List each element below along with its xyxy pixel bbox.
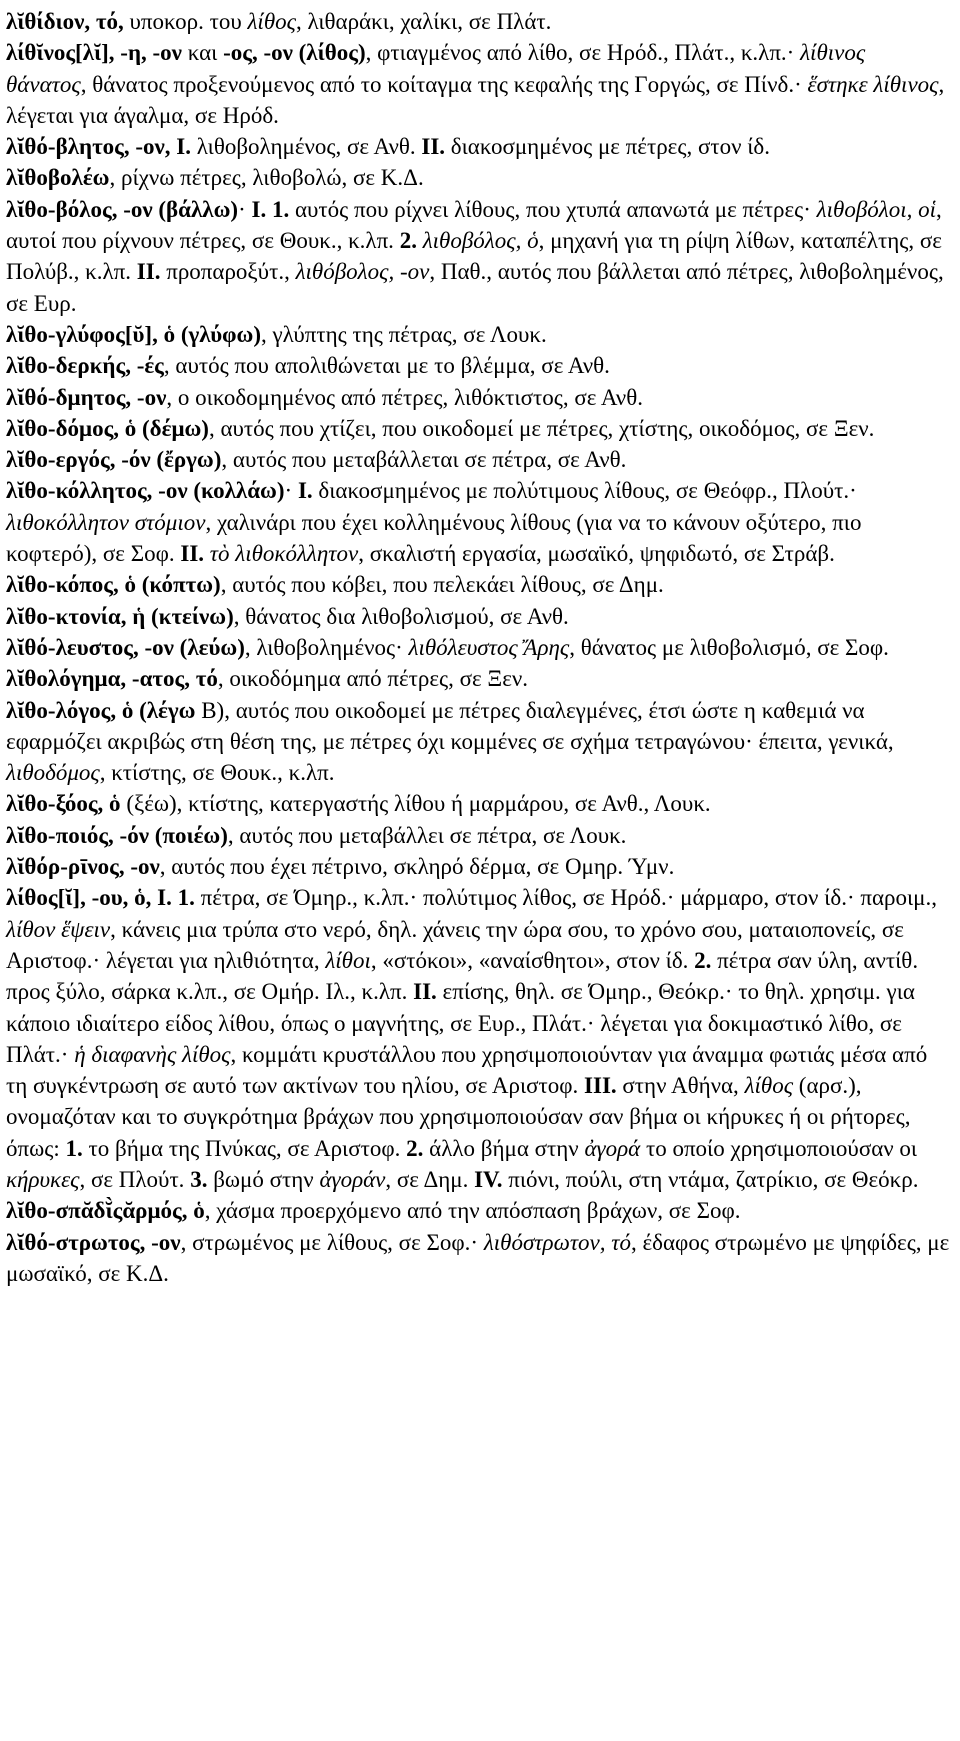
entry-quote: ἕστηκε λίθινος	[807, 71, 939, 97]
entry-text: , μηχανή για τη ρίψη λίθων, καταπέλτης, σε Πολύβ., κ.λπ.	[6, 228, 942, 285]
entry-quote: λίθινος θάνατος	[6, 40, 866, 97]
entry-headword: 2.	[399, 228, 417, 254]
entry-quote: λιθόλευστος Ἄρης	[408, 634, 570, 660]
entry-headword: λῐθοβολέω	[6, 165, 110, 191]
dictionary-entry	[6, 1195, 950, 1226]
entry-text: , θάνατος προξενούμενος από το κοίταγμα της κεφαλής της Γοργώς, σε Πίνδ.·	[80, 71, 808, 97]
dictionary-entry	[6, 37, 950, 131]
entry-text: πέτρα, σε Όμηρ., κ.λπ.· πολύτιμος λίθος, σε Ηρόδ.· μάρμαρο, στον ίδ.· παροιμ.,	[194, 885, 938, 911]
entry-text: άλλο βήμα στην	[423, 1135, 585, 1161]
entry-text: , χαλινάρι που έχει κολλημένους λίθους (για να το κάνουν οξύτερο, πιο κοφτερό), σε Σοφ.	[6, 509, 862, 567]
entry-headword: λῐθό-δμητος, -ον	[6, 384, 167, 410]
entry-text: , σε Πλούτ.	[79, 1166, 191, 1192]
entry-headword: λῐθο-εργός, -όν (ἔργω)	[6, 447, 222, 473]
entry-text: , έδαφος στρωμένο με ψηφίδες, με μωσαϊκό, σε Κ.Δ.	[6, 1229, 950, 1286]
entry-text: επίσης, θηλ. σε Όμηρ., Θεόκρ.· το θηλ. χρησιμ. για κάποιο ιδιαίτερο είδος λίθου, όπως ο μαγνήτης, σε Ευρ., Πλάτ.· λέγεται για δοκιμαστικό λίθο, σε Πλάτ.·	[6, 979, 915, 1067]
dictionary-entry	[6, 851, 950, 882]
entry-text: , στρωμένος με λίθους, σε Σοφ.·	[180, 1229, 484, 1255]
entry-text: , λιθαράκι, χαλίκι, σε Πλάτ.	[295, 9, 552, 34]
dictionary-entry	[6, 6, 950, 37]
entry-text: , αυτός που έχει πέτρινο, σκληρό δέρμα, σε Ομηρ. Ύμν.	[159, 854, 675, 880]
entry-text: ·	[284, 478, 298, 504]
dictionary-entry	[6, 382, 950, 413]
entry-quote: λιθοκόλλητον στόμιον	[6, 509, 206, 535]
entry-quote: ἀγορά	[584, 1135, 641, 1161]
dictionary-entry	[6, 413, 950, 444]
dictionary-entry	[6, 475, 950, 569]
entry-text: , κομμάτι κρυστάλλου που χρησιμοποιούνταν για άναμμα φωτιάς μέσα από τη συγκέντρωση σε αυτό των ακτίνων του ηλίου, σε Αριστοφ.	[6, 1041, 928, 1099]
entry-quote: τὸ λιθοκόλλητον	[209, 541, 359, 567]
dictionary-entry	[6, 350, 950, 381]
dictionary-entry	[6, 194, 950, 319]
dictionary-entry	[6, 632, 950, 663]
entry-quote: λιθοδόμος	[6, 760, 100, 786]
entry-headword: Ι. 1.	[251, 196, 290, 222]
entry-text: , φτιαγμένος από λίθο, σε Ηρόδ., Πλάτ., κ.λπ.·	[365, 40, 801, 66]
dictionary-entry	[6, 569, 950, 600]
entry-text: λιθοβολημένος, σε Ανθ.	[191, 134, 422, 160]
entry-headword: λίθῐνος[λῐ], -η, -ον	[6, 40, 182, 66]
entry-headword: 3.	[190, 1166, 208, 1192]
dictionary-entry	[6, 820, 950, 851]
entry-headword: ΙΙ.	[180, 541, 205, 567]
entry-text: , αυτός που μεταβάλλει σε πέτρα, σε Λουκ.	[227, 822, 627, 848]
entry-text: , θάνατος με λιθοβολισμό, σε Σοφ.	[569, 634, 889, 660]
entry-headword: λῐθο-κόλλητος, -ον (κολλάω)	[6, 478, 285, 504]
entry-text: , οικοδόμημα από πέτρες, σε Ξεν.	[217, 666, 529, 692]
entry-headword: Ι.	[297, 478, 313, 504]
entry-text: υποκορ. του	[123, 9, 248, 34]
dictionary-entry	[6, 131, 950, 162]
entry-text: , αυτός που κόβει, που πελεκάει λίθους, σε Δημ.	[220, 572, 664, 598]
entry-headword: λῐθολόγημα, -ατος, τό	[6, 666, 218, 692]
entry-headword: -ος, -ον (λίθος)	[223, 40, 366, 66]
entry-text: , χάσμα προερχόμενο από την απόσπαση βράχων, σε Σοφ.	[204, 1198, 741, 1224]
entry-headword: λῐθο-κτονία, ἡ (κτείνω)	[6, 603, 234, 629]
entry-text: , σε Δημ.	[385, 1166, 475, 1192]
entry-text: , αυτός που χτίζει, που οικοδομεί με πέτρες, χτίστης, οικοδόμος, σε Ξεν.	[208, 415, 875, 441]
entry-headword: λῐθο-δερκής, -ές	[6, 353, 164, 379]
entry-headword: λῐθο-σπᾰδῐ̀ςᾰρμός, ὁ	[6, 1198, 205, 1224]
entry-headword: λῐθο-δόμος, ὁ (δέμω)	[6, 415, 209, 441]
entry-text: (ξέω), κτίστης, κατεργαστής λίθου ή μαρμάρου, σε Ανθ., Λουκ.	[120, 791, 711, 817]
dictionary-entry	[6, 882, 950, 1195]
entry-quote: λιθοβόλος, ὁ	[422, 228, 539, 254]
entry-headword: ΙΙΙ.	[584, 1073, 617, 1099]
entry-text: το βήμα της Πνύκας, σε Αριστοφ.	[82, 1135, 407, 1161]
entry-text: διακοσμημένος με πολύτιμους λίθους, σε Θεόφρ., Πλούτ.·	[312, 478, 857, 504]
entry-text: , αυτοί που ρίχνουν πέτρες, σε Θουκ., κ.λπ.	[6, 196, 942, 254]
entry-quote: λίθος	[247, 9, 296, 34]
entry-text: προπαροξύτ.,	[160, 259, 296, 285]
dictionary-entry	[6, 162, 950, 193]
entry-headword: λῐθό-λευστος, -ον (λεύω)	[6, 634, 245, 660]
entry-headword: ΙΙ.	[413, 979, 437, 1005]
entry-headword: λῐθο-γλύφος[ῠ], ὁ (γλύφω)	[6, 321, 261, 347]
dictionary-entry	[6, 601, 950, 632]
entry-text: διακοσμημένος με πέτρες, στον ίδ.	[445, 134, 771, 160]
entry-text: αυτός που ρίχνει λίθους, που χτυπά απανωτά με πέτρες·	[289, 196, 817, 222]
entry-quote: λιθόβολος, -ον	[295, 259, 430, 285]
entry-text: βωμό στην	[207, 1166, 320, 1192]
entry-text: και	[181, 40, 224, 66]
entry-headword: ΙΙ.	[136, 259, 161, 285]
entry-headword: λῐθόρ-ρῑνος, -ον	[6, 854, 160, 880]
entry-headword: λῐθο-λόγος, ὁ (λέγω	[6, 697, 196, 723]
entry-headword: λῐθο-βόλος, -ον (βάλλω)	[6, 196, 239, 222]
entry-headword: λίθος[ῐ], -ου, ὁ, Ι. 1.	[6, 885, 195, 911]
entry-headword: 2.	[694, 947, 712, 973]
entry-quote: λίθοι	[325, 947, 371, 973]
entry-headword: 1.	[65, 1135, 83, 1161]
entry-headword: IV.	[474, 1166, 503, 1192]
entry-headword: λῐθό-στρωτος, -ον	[6, 1229, 181, 1255]
entry-headword: 2.	[406, 1135, 424, 1161]
entry-text: , σκαλιστή εργασία, μωσαϊκό, ψηφιδωτό, σε Στράβ.	[358, 541, 835, 567]
entry-headword: λῐθο-ξόος, ὁ	[6, 791, 121, 817]
entry-text: , κτίστης, σε Θουκ., κ.λπ.	[99, 760, 335, 786]
entry-text: , ρίχνω πέτρες, λιθοβολώ, σε Κ.Δ.	[109, 165, 424, 191]
entry-text: , γλύπτης της πέτρας, σε Λουκ.	[260, 321, 547, 347]
entry-quote: ἡ διαφανὴς λίθος	[74, 1041, 231, 1067]
entry-headword: λῐθο-κόπος, ὁ (κόπτω)	[6, 572, 221, 598]
entry-text: , ο οικοδομημένος από πέτρες, λιθόκτιστος, σε Ανθ.	[166, 384, 643, 410]
entry-text: στην Αθήνα,	[616, 1073, 745, 1099]
entry-text: , αυτός που απολιθώνεται με το βλέμμα, σε Ανθ.	[163, 353, 610, 379]
entry-text: Β), αυτός που οικοδομεί με πέτρες διαλεγμένες, έτσι ώστε η καθεμιά να εφαρμόζει ακριβώς στη θέση της, με πέτρες όχι κομμένες σε σχήμα τετραγώνου· έπειτα, γενικά,	[6, 697, 894, 754]
entry-quote: λιθοβόλοι, οἱ	[816, 196, 937, 222]
entry-text: το οποίο χρησιμοποιούσαν οι	[640, 1135, 918, 1161]
dictionary-entry	[6, 788, 950, 819]
entry-headword: λῐθίδιον, τό,	[6, 9, 124, 34]
entry-headword: ΙΙ.	[421, 134, 446, 160]
entry-text: , αυτός που μεταβάλλεται σε πέτρα, σε Ανθ.	[221, 447, 627, 473]
entry-text: , θάνατος δια λιθοβολισμού, σε Ανθ.	[233, 603, 569, 629]
dictionary-entry	[6, 1227, 950, 1290]
entry-text: πιόνι, πούλι, στη ντάμα, ζατρίκιο, σε Θεόκρ.	[502, 1166, 919, 1192]
entry-headword: λῐθό-βλητος, -ον, Ι.	[6, 134, 192, 160]
entry-text: , «στόκοι», «αναίσθητοι», στον ίδ.	[370, 947, 695, 973]
dictionary-entry	[6, 444, 950, 475]
entry-quote: ἀγοράν	[319, 1166, 386, 1192]
entry-text: πέτρα σαν ύλη, αντίθ. προς ξύλο, σάρκα κ.λπ., σε Ομήρ. Ιλ., κ.λπ.	[6, 947, 919, 1005]
entry-quote: λίθον ἕψειν	[6, 916, 111, 942]
entry-quote: λιθόστρωτον, τό	[483, 1229, 631, 1255]
entry-text: , λιθοβολημένος·	[244, 634, 409, 660]
dictionary-entry	[6, 319, 950, 350]
entry-quote: λίθος	[744, 1073, 794, 1099]
entry-text: , κάνεις μια τρύπα στο νερό, δηλ. χάνεις την ώρα σου, το χρόνο σου, ματαιοπονείς, σε Αριστοφ.· λέγεται για ηλιθιότητα,	[6, 916, 904, 973]
entry-quote: κήρυκες	[6, 1166, 80, 1192]
entry-text: , Παθ., αυτός που βάλλεται από πέτρες, λιθοβολημένος, σε Ευρ.	[6, 259, 944, 316]
entry-text: (αρσ.), ονομαζόταν και το συγκρότημα βράχων που χρησιμοποιούσαν σαν βήμα οι κήρυκες ή οι ρήτορες, όπως:	[6, 1073, 911, 1161]
entry-text: , λέγεται για άγαλμα, σε Ηρόδ.	[6, 71, 945, 128]
dictionary-entry	[6, 695, 950, 789]
entry-headword: λῐθο-ποιός, -όν (ποιέω)	[6, 822, 228, 848]
dictionary-entry	[6, 663, 950, 694]
entry-text: ·	[238, 196, 252, 222]
